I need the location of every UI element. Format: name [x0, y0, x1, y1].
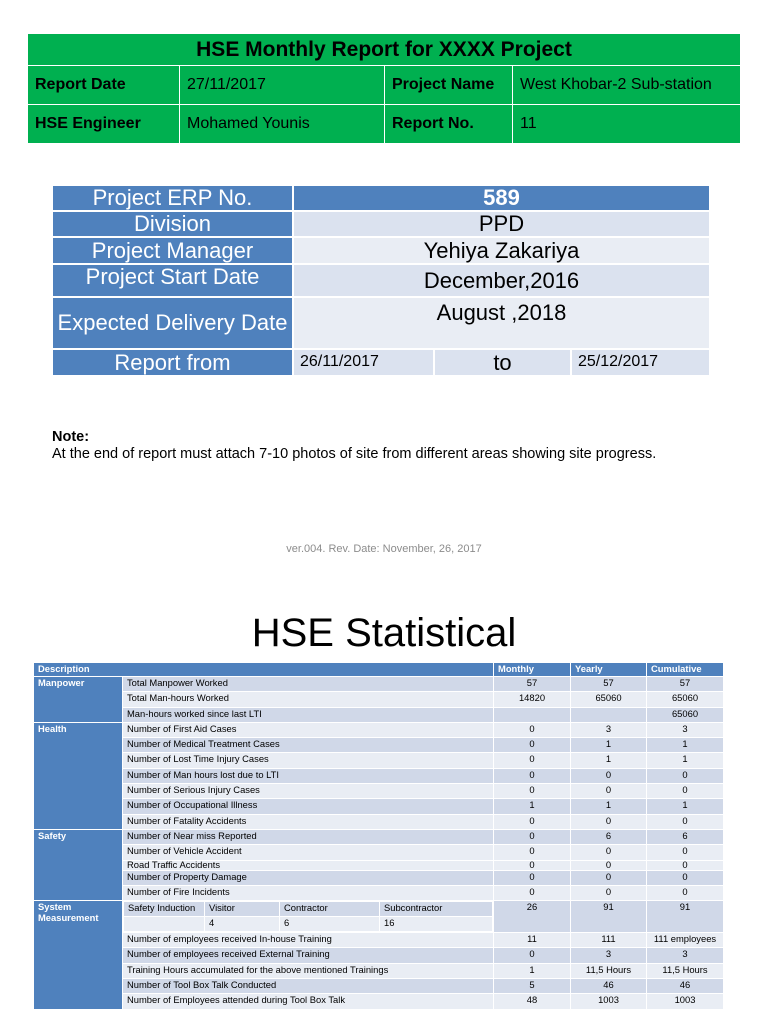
cumulative-cell: 91 [647, 901, 724, 933]
contractor-label: Contractor [280, 902, 380, 917]
yearly-cell: 0 [571, 870, 647, 885]
category-manpower: Manpower [34, 677, 123, 723]
table-row-label: Number of Fatality Accidents [123, 814, 494, 829]
table-row-label: Number of employees received In-house Training [123, 933, 494, 948]
monthly-cell: 0 [494, 829, 571, 844]
monthly-cell: 0 [494, 885, 571, 900]
cumulative-cell: 65060 [647, 707, 724, 722]
header-cumulative: Cumulative [647, 663, 724, 677]
cumulative-cell: 0 [647, 845, 724, 860]
safety-induction-breakdown [123, 901, 493, 932]
table-row-label: Total Manpower Worked [123, 677, 494, 692]
table-row-label: Number of Property Damage [123, 870, 494, 885]
note-label: Note: [52, 429, 90, 445]
yearly-cell: 0 [571, 860, 647, 870]
report-title: HSE Monthly Report for XXXX Project [28, 34, 741, 66]
monthly-cell: 26 [494, 901, 571, 933]
report-no-value: 11 [513, 105, 741, 144]
manager-value: Yehiya Zakariya [293, 237, 710, 264]
monthly-cell: 0 [494, 948, 571, 963]
yearly-cell: 0 [571, 845, 647, 860]
delivery-date-value: August ,2018 [293, 297, 710, 349]
yearly-cell: 91 [571, 901, 647, 933]
yearly-cell: 1 [571, 799, 647, 814]
table-row-label: Number of employees received External Training [123, 948, 494, 963]
report-header-table [27, 33, 741, 144]
monthly-cell: 57 [494, 677, 571, 692]
header-description: Description [34, 663, 494, 677]
yearly-cell: 1003 [571, 994, 647, 1009]
cumulative-cell: 0 [647, 885, 724, 900]
header-monthly: Monthly [494, 663, 571, 677]
table-row-label: Number of Occupational Illness [123, 799, 494, 814]
contractor-value: 6 [280, 917, 380, 932]
cumulative-cell: 11,5 Hours [647, 963, 724, 978]
cumulative-cell: 0 [647, 860, 724, 870]
table-row-label: Number of Medical Treatment Cases [123, 738, 494, 753]
cumulative-cell: 6 [647, 829, 724, 844]
version-text: ver.004. Rev. Date: November, 26, 2017 [286, 543, 482, 555]
yearly-cell: 46 [571, 979, 647, 994]
table-row-label: Number of Fire Incidents [123, 885, 494, 900]
hse-statistical-title: HSE Statistical [251, 611, 517, 655]
cumulative-cell: 1 [647, 799, 724, 814]
erp-value: 589 [293, 185, 710, 211]
table-row-label: Number of Man hours lost due to LTI [123, 768, 494, 783]
monthly-cell: 0 [494, 768, 571, 783]
table-row-label: Number of Lost Time Injury Cases [123, 753, 494, 768]
report-date-value: 27/11/2017 [180, 66, 385, 105]
cumulative-cell: 0 [647, 784, 724, 799]
start-date-label: Project Start Date [52, 264, 293, 297]
monthly-cell [494, 707, 571, 722]
cumulative-cell: 0 [647, 870, 724, 885]
monthly-cell: 0 [494, 860, 571, 870]
header-yearly: Yearly [571, 663, 647, 677]
delivery-date-label: Expected Delivery Date [52, 297, 293, 349]
monthly-cell: 0 [494, 722, 571, 737]
cumulative-cell: 1 [647, 753, 724, 768]
monthly-cell: 5 [494, 979, 571, 994]
report-to-label: to [434, 349, 571, 376]
yearly-cell [571, 707, 647, 722]
hse-statistics-table [33, 662, 724, 1010]
note-text: At the end of report must attach 7-10 photos of site from different areas showing site progress. [52, 446, 657, 462]
cumulative-cell: 3 [647, 948, 724, 963]
monthly-cell: 48 [494, 994, 571, 1009]
project-name-value: West Khobar-2 Sub-station [513, 66, 741, 105]
table-row-label: Number of First Aid Cases [123, 722, 494, 737]
yearly-cell: 0 [571, 814, 647, 829]
visitor-value: 4 [205, 917, 280, 932]
report-from-label: Report from [52, 349, 293, 376]
division-label: Division [52, 211, 293, 237]
category-safety: Safety [34, 829, 123, 900]
monthly-cell: 0 [494, 738, 571, 753]
visitor-label: Visitor [205, 902, 280, 917]
monthly-cell: 1 [494, 963, 571, 978]
cumulative-cell: 3 [647, 722, 724, 737]
subcontractor-label: Subcontractor [380, 902, 493, 917]
monthly-cell: 1 [494, 799, 571, 814]
cumulative-cell: 111 employees [647, 933, 724, 948]
monthly-cell: 14820 [494, 692, 571, 707]
table-row-label: Number of Near miss Reported [123, 829, 494, 844]
subcontractor-value: 16 [380, 917, 493, 932]
division-value: PPD [293, 211, 710, 237]
cumulative-cell: 1003 [647, 994, 724, 1009]
project-name-label: Project Name [385, 66, 513, 105]
yearly-cell: 57 [571, 677, 647, 692]
table-row-label: Man-hours worked since last LTI [123, 707, 494, 722]
monthly-cell: 0 [494, 753, 571, 768]
report-to-value: 25/12/2017 [571, 349, 710, 376]
hse-engineer-value: Mohamed Younis [180, 105, 385, 144]
cumulative-cell: 0 [647, 814, 724, 829]
yearly-cell: 0 [571, 784, 647, 799]
category-system-measurement: System Measurement [34, 901, 123, 1009]
yearly-cell: 1 [571, 738, 647, 753]
manager-label: Project Manager [52, 237, 293, 264]
note-block [52, 429, 656, 463]
start-date-value: December,2016 [293, 264, 710, 297]
monthly-cell: 0 [494, 784, 571, 799]
report-no-label: Report No. [385, 105, 513, 144]
table-row-label: Total Man-hours Worked [123, 692, 494, 707]
category-health: Health [34, 722, 123, 829]
table-row-label [123, 845, 494, 860]
table-row-label: Number of Employees attended during Tool Box Talk [123, 994, 494, 1009]
monthly-cell: 0 [494, 814, 571, 829]
yearly-cell: 65060 [571, 692, 647, 707]
table-row-label: Road Traffic Accidents [123, 860, 494, 870]
monthly-cell: 0 [494, 845, 571, 860]
table-row-label: Training Hours accumulated for the above mentioned Trainings [123, 963, 494, 978]
yearly-cell: 111 [571, 933, 647, 948]
cumulative-cell: 46 [647, 979, 724, 994]
monthly-cell: 11 [494, 933, 571, 948]
yearly-cell: 0 [571, 768, 647, 783]
report-date-label: Report Date [28, 66, 180, 105]
yearly-cell: 0 [571, 885, 647, 900]
erp-label: Project ERP No. [52, 185, 293, 211]
yearly-cell: 3 [571, 948, 647, 963]
project-info-table [51, 184, 711, 377]
cumulative-cell: 65060 [647, 692, 724, 707]
yearly-cell: 6 [571, 829, 647, 844]
report-from-value: 26/11/2017 [293, 349, 434, 376]
table-row-label: Number of Serious Injury Cases [123, 784, 494, 799]
monthly-cell: 0 [494, 870, 571, 885]
table-row-label: Number of Tool Box Talk Conducted [123, 979, 494, 994]
cumulative-cell: 1 [647, 738, 724, 753]
hse-engineer-label: HSE Engineer [28, 105, 180, 144]
cumulative-cell: 0 [647, 768, 724, 783]
safety-induction-label: Safety Induction [124, 902, 205, 917]
yearly-cell: 11,5 Hours [571, 963, 647, 978]
yearly-cell: 1 [571, 753, 647, 768]
cumulative-cell: 57 [647, 677, 724, 692]
safety-induction-cell [123, 901, 494, 933]
vehicle-accident-label: Number of Vehicle Accident [127, 845, 242, 857]
yearly-cell: 3 [571, 722, 647, 737]
